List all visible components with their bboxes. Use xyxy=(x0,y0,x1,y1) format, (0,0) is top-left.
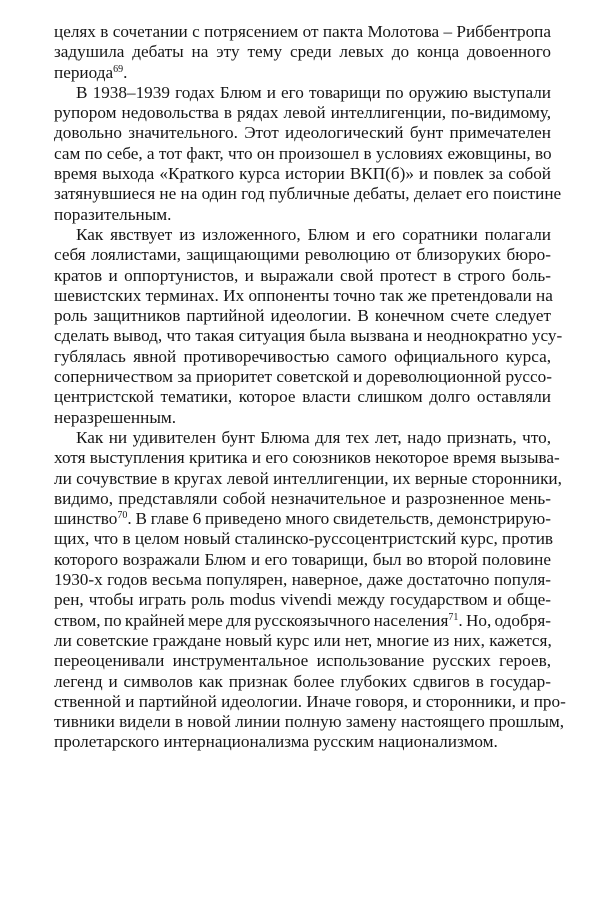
line-text: задушила дебаты на эту тему среди левых до конца довоенного xyxy=(54,42,551,62)
line-text: неразрешенным. xyxy=(54,407,177,427)
word: много xyxy=(285,509,330,529)
line-text: ственной и партийной идеологии. Иначе говоря, и сторонники, и про- xyxy=(54,691,566,711)
line-text: роль защитников партийной идеологии. В конечном счете следует xyxy=(54,306,551,326)
text-line xyxy=(54,164,551,184)
text-line xyxy=(54,509,551,529)
line-text: целях в сочетании с потрясением от пакта Молотова – Риббентропа xyxy=(54,22,551,41)
text-line xyxy=(54,83,551,103)
text-line xyxy=(54,63,551,83)
text-line xyxy=(54,712,565,732)
text-line xyxy=(54,123,551,143)
text-line xyxy=(54,448,560,468)
word: В xyxy=(135,509,147,529)
text-line xyxy=(54,347,551,367)
word: мере xyxy=(187,610,223,630)
line-text: сам по себе, а тот факт, что он произошел в условиях ежовщины, во xyxy=(54,143,552,163)
line-text: 1930-х годов весьма популярен, наверное, даже достаточно популя- xyxy=(54,570,551,590)
line-text: довольно значительного. Этот идеологический бунт примечателен xyxy=(54,123,551,143)
text-line xyxy=(54,590,551,610)
text-line xyxy=(54,266,551,286)
word: русскоязычного xyxy=(254,610,371,630)
line-text: пролетарского интернационализма русским национализмом. xyxy=(54,732,498,752)
word: главе xyxy=(150,509,189,529)
text-line xyxy=(54,326,563,346)
text-line xyxy=(54,408,551,428)
line-text: кратов и оппортунистов, и выражали свой протест в строго боль- xyxy=(54,265,551,285)
document-page xyxy=(54,22,566,753)
text-line xyxy=(54,245,551,265)
line-text: В 1938–1939 годах Блюм и его товарищи по оружию выступали xyxy=(76,82,551,102)
text-line xyxy=(54,42,551,62)
word: для xyxy=(225,610,252,630)
text-line xyxy=(54,631,551,651)
word: 6 xyxy=(192,509,202,529)
line-text: легенд и символов как признак более глубоких сдвигов в государ- xyxy=(54,671,551,691)
word: приведено xyxy=(204,509,282,529)
line-text: тивники видели в новой линии полную замену настоящего прошлым, xyxy=(54,712,565,732)
line-text: переоценивали инструментальное использование русских героев, xyxy=(54,651,551,671)
line-text: ли сочувствие в кругах левой интеллигенции, их верные сторонники, xyxy=(54,468,562,488)
text-line xyxy=(54,570,551,590)
text-line xyxy=(54,367,551,387)
line-text: поразительным. xyxy=(54,204,172,224)
word: демонстрирую- xyxy=(437,509,551,529)
text-line xyxy=(54,428,551,448)
text-line xyxy=(54,691,566,712)
text-line xyxy=(54,732,551,752)
line-text: рупором недовольства в рядах левой интеллигенции, по-видимому, xyxy=(54,103,551,123)
footnote-ref: 70 xyxy=(117,510,128,522)
word: одобря- xyxy=(494,610,551,630)
line-text: видимо, представляли собой незначительное и разрозненное мень- xyxy=(54,488,551,508)
text-line xyxy=(54,22,551,42)
text-line xyxy=(54,103,551,123)
line-text: хотя выступления критика и его союзников некоторое время вызыва- xyxy=(54,448,560,468)
line-text: шевистских терминах. Их оппоненты точно так же претендовали на xyxy=(54,285,553,305)
text-line xyxy=(54,144,551,164)
word: крайней xyxy=(124,610,185,630)
text-line xyxy=(54,205,551,225)
text-line xyxy=(54,489,551,509)
paragraph xyxy=(54,427,566,753)
line-text: рен, чтобы играть роль modus vivendi между государством и обще- xyxy=(54,590,551,610)
word: шинство$^{70}$. xyxy=(54,509,132,529)
line-text: щих, что в целом новый сталинско-руссоцентристский курс, против xyxy=(54,529,554,549)
line-text: сделать вывод, что такая ситуация была вызвана и неоднократно усу- xyxy=(54,326,563,346)
line-text: периода xyxy=(54,62,114,82)
text-line xyxy=(54,611,551,631)
text-line xyxy=(54,529,554,549)
line-text: время выхода «Краткого курса истории ВКП(б)» и повлек за собой xyxy=(54,164,551,184)
line-text-after-footnote: . xyxy=(123,62,128,82)
text-line xyxy=(54,184,562,204)
line-text: соперничеством за приоритет советской и дореволюционной руссо- xyxy=(54,367,552,387)
text-line xyxy=(54,468,562,489)
line-text: гублялась явной противоречивостью самого официального курса, xyxy=(54,346,551,366)
word: свидетельств, xyxy=(333,509,434,529)
paragraph xyxy=(54,82,562,225)
line-text: Как ни удивителен бунт Блюма для тех лет, надо признать, что, xyxy=(76,427,551,447)
word: по xyxy=(103,610,122,630)
line-text: центристской тематики, которое власти слишком долго оставляли xyxy=(54,387,551,407)
paragraph xyxy=(54,224,563,428)
text-line xyxy=(54,387,551,407)
word: Но, xyxy=(465,610,492,630)
text-line xyxy=(54,672,551,692)
text-line xyxy=(54,225,551,245)
footnote-ref: 69 xyxy=(113,63,124,75)
line-text: Как явствует из изложенного, Блюм и его соратники полагали xyxy=(76,224,551,244)
text-line xyxy=(54,286,551,306)
line-text: затянувшиеся не на один год публичные дебаты, делает его поистине xyxy=(54,184,562,204)
text-line xyxy=(54,550,551,570)
line-text: которого возражали Блюм и его товарищи, был во второй половине xyxy=(54,549,551,569)
text-line xyxy=(54,306,551,326)
paragraph xyxy=(54,22,551,83)
footnote-ref: 71 xyxy=(448,611,459,623)
line-text: себя лоялистами, защищающими революцию от близоруких бюро- xyxy=(54,245,551,265)
word: населения$^{71}$. xyxy=(373,610,463,630)
text-line xyxy=(54,651,551,671)
word: ством, xyxy=(54,610,101,630)
line-text: ли советские граждане новый курс или нет, многие из них, кажется, xyxy=(54,630,552,650)
